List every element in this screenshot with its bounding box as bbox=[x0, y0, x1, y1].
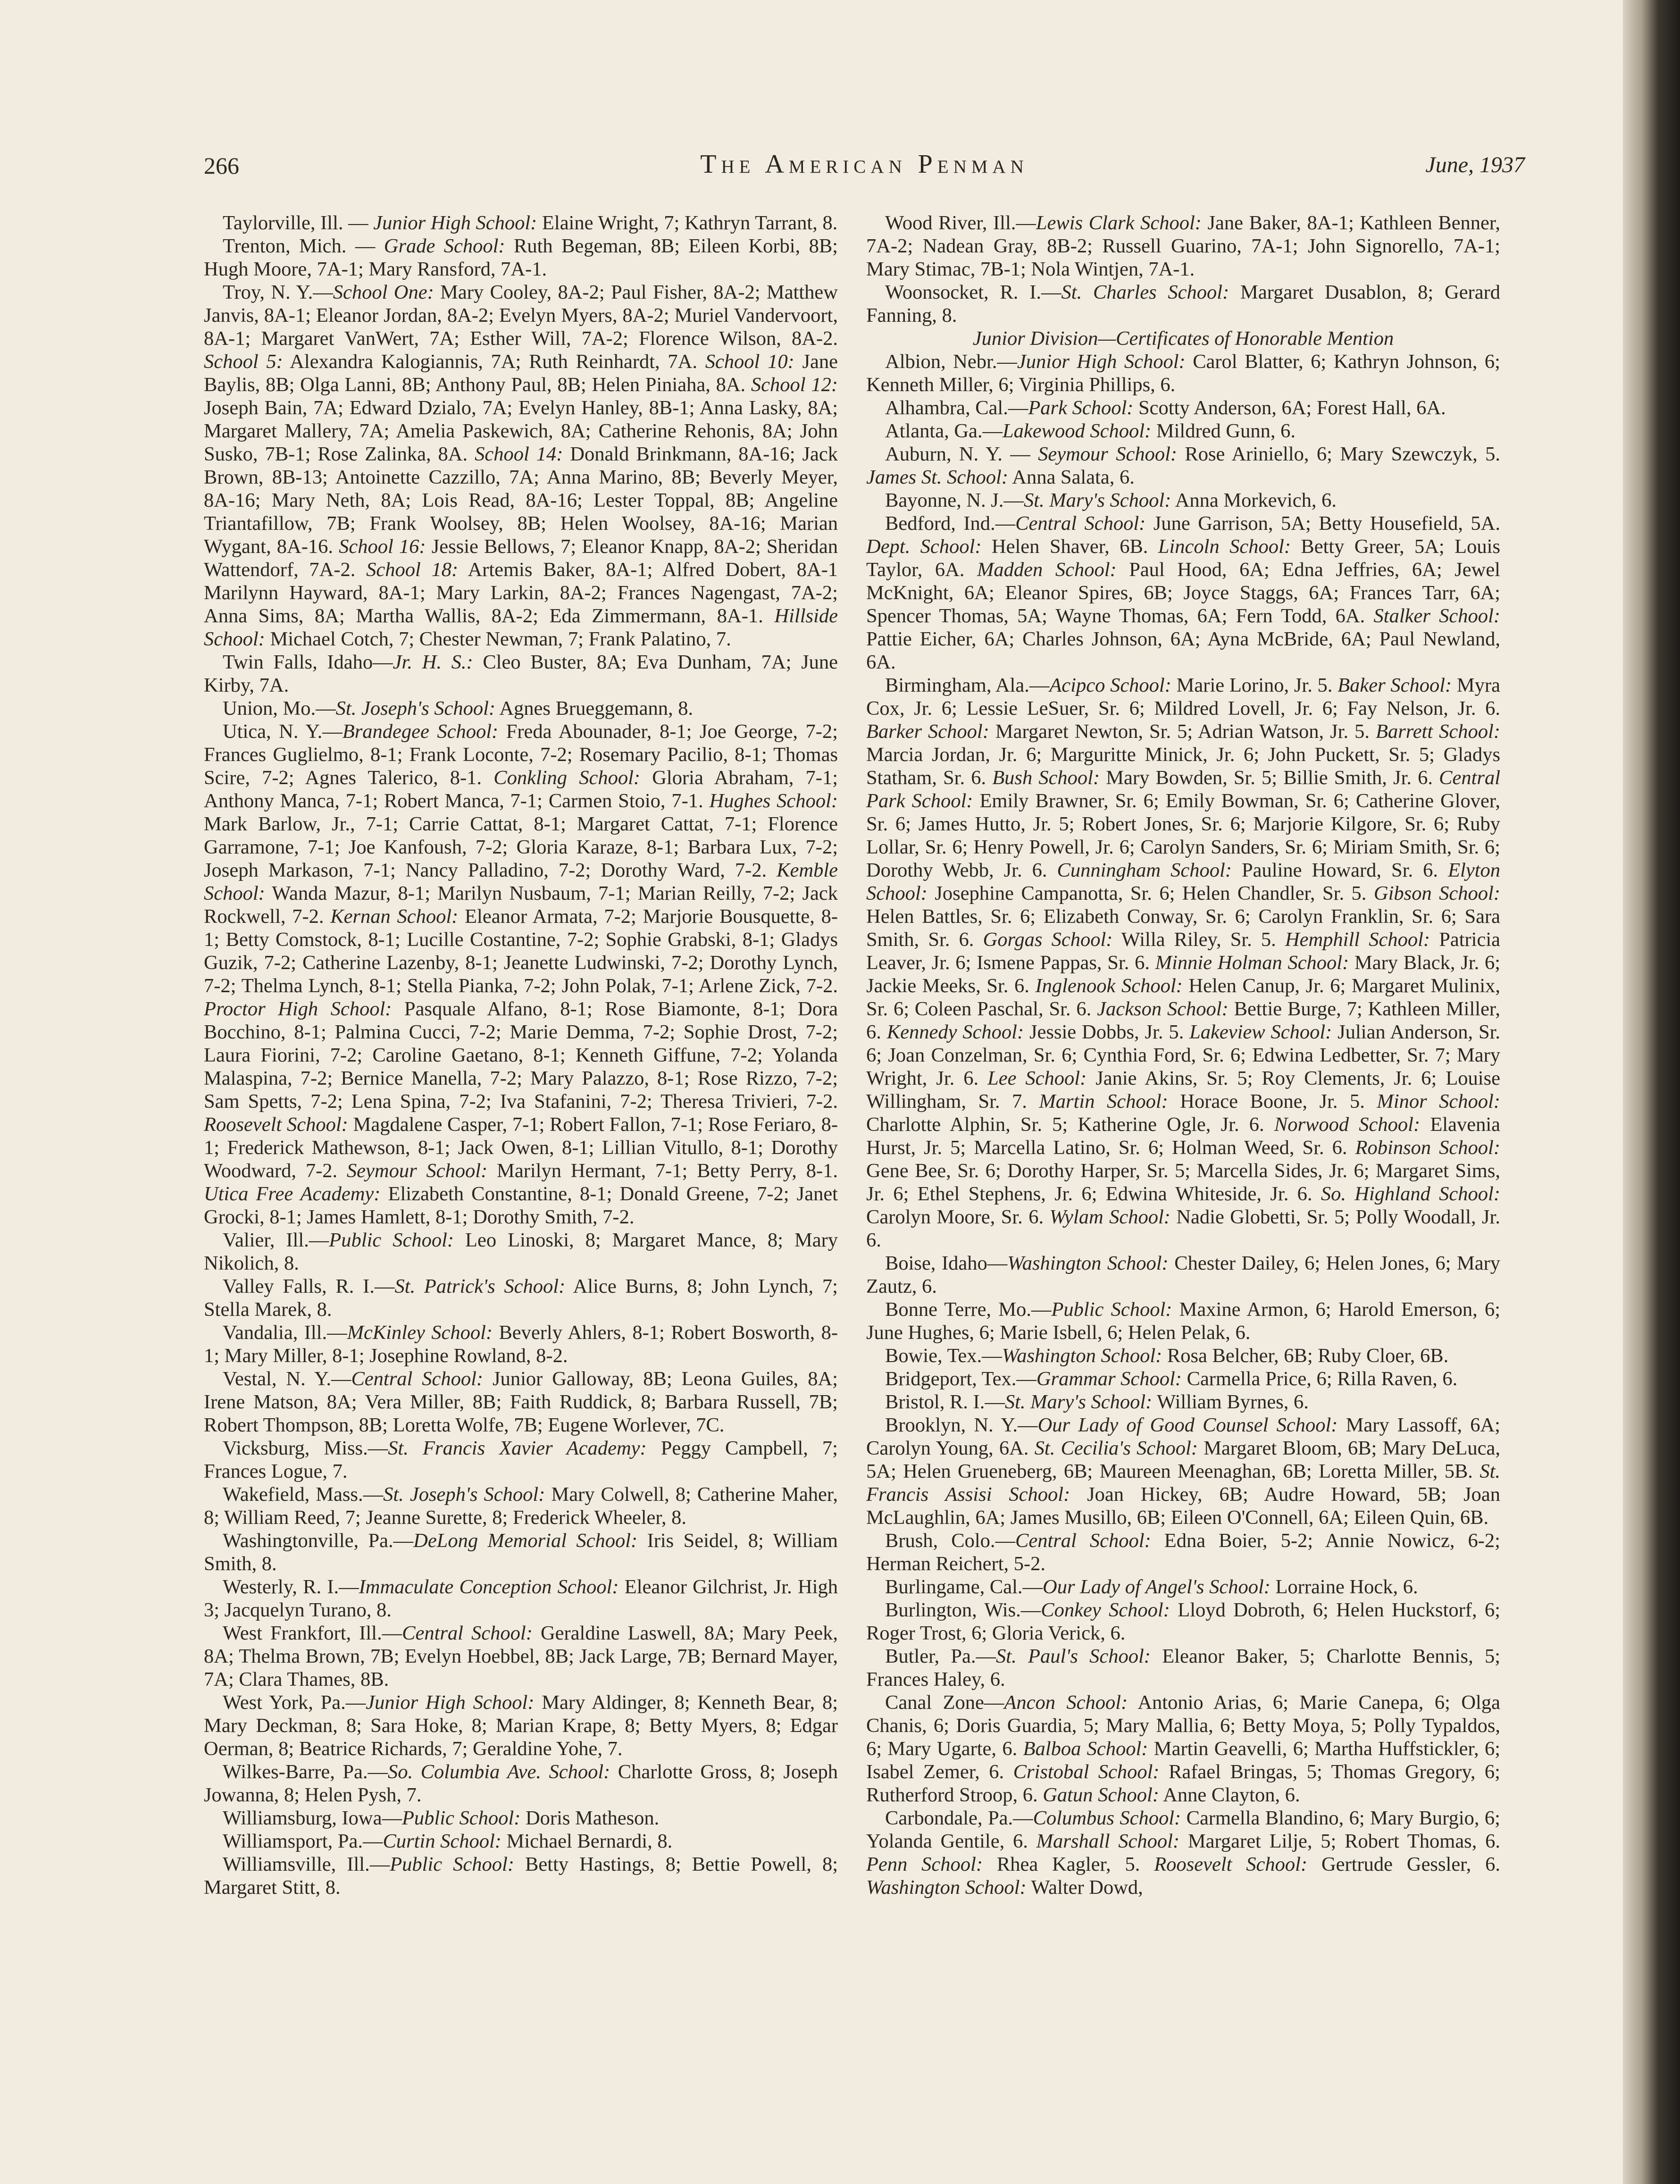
entry-text: Anna Salata, 6. bbox=[1008, 466, 1135, 488]
entry-paragraph bbox=[866, 443, 1500, 489]
school-name: Gibson School: bbox=[1373, 882, 1500, 904]
school-name: McKinley School: bbox=[347, 1322, 493, 1344]
school-name: Washington School: bbox=[1007, 1252, 1169, 1274]
school-name: St. Mary's School: bbox=[1004, 1391, 1153, 1413]
entry-text: Charlotte Alphin, Sr. 5; Katherine Ogle, Jr. 6. bbox=[866, 1113, 1274, 1136]
school-name: St. Patrick's School: bbox=[394, 1275, 566, 1297]
entry-text: Walter Dowd, bbox=[1026, 1876, 1143, 1899]
entry-text: Janie Akins, Sr. 5; Roy Clements, Jr. 6; Louise Willingham, Sr. 7. bbox=[866, 1067, 1500, 1113]
entry-text: Birmingham, Ala.— bbox=[885, 674, 1050, 696]
school-name: Ancon School: bbox=[1004, 1691, 1128, 1714]
entry-text: Margaret Newton, Sr. 5; Adrian Watson, Jr. 5. bbox=[989, 720, 1376, 743]
entry-paragraph bbox=[866, 1252, 1500, 1298]
entry-text: Wilkes-Barre, Pa.— bbox=[223, 1761, 388, 1783]
entry-paragraph bbox=[866, 419, 1500, 443]
entry-paragraph bbox=[866, 1390, 1500, 1414]
entry-paragraph bbox=[866, 1575, 1500, 1598]
entry-paragraph bbox=[866, 350, 1500, 396]
entry-text: Gertrude Gessler, 6. bbox=[1307, 1853, 1500, 1875]
issue-date: June, 1937 bbox=[1425, 152, 1525, 177]
entry-paragraph bbox=[204, 1229, 838, 1275]
school-name: Immaculate Conception School: bbox=[359, 1576, 619, 1598]
entry-text: Bonne Terre, Mo.— bbox=[885, 1298, 1052, 1321]
entry-paragraph bbox=[866, 1298, 1500, 1344]
entry-paragraph bbox=[866, 1344, 1500, 1367]
school-name: Central School: bbox=[402, 1622, 533, 1644]
school-name: Lewis Clark School: bbox=[1036, 212, 1202, 234]
entry-paragraph bbox=[866, 1645, 1500, 1691]
entry-text: Bowie, Tex.— bbox=[885, 1345, 1002, 1367]
entry-text: Burlingame, Cal.— bbox=[885, 1576, 1043, 1598]
school-name: Baker School: bbox=[1337, 674, 1452, 696]
entry-text: Brush, Colo.— bbox=[885, 1530, 1015, 1552]
school-name: Lincoln School: bbox=[1158, 536, 1291, 558]
school-name: Seymour School: bbox=[346, 1160, 488, 1182]
school-name: Park School: bbox=[1028, 397, 1134, 419]
entry-text: Elavenia Hurst, Jr. 5; Marcella Latino, Sr. 6; Holman Weed, Sr. 6. bbox=[866, 1113, 1500, 1159]
entry-text: Wakefield, Mass.— bbox=[223, 1483, 384, 1506]
entry-text: Valier, Ill.— bbox=[223, 1229, 329, 1251]
entry-paragraph bbox=[866, 396, 1500, 419]
entry-text: Washingtonville, Pa.— bbox=[223, 1530, 414, 1552]
entry-text: Eleanor Armata, 7-2; Marjorie Bousquette, 8-1; Betty Comstock, 8-1; Lucille Costantine, 7-2; Sophie Grabski, 8-1; Gladys Guzik, 7-2; Catherine Lazenby, 8-1; Jeanette Ludwinski, 7-2; Dorothy Lynch, 7-2; Thelma Lynch, 8-1; Stella Pianka, 7-2; John Polak, 7-1; Arlene Zick, 7-2. bbox=[204, 905, 838, 997]
entry-text: West York, Pa.— bbox=[223, 1691, 366, 1714]
journal-title: The American Penman bbox=[700, 150, 1028, 179]
school-name: Curtin School: bbox=[383, 1830, 501, 1852]
school-name: Junior High School: bbox=[1017, 351, 1186, 373]
school-name: Cristobal School: bbox=[1013, 1761, 1160, 1783]
school-name: Dept. School: bbox=[866, 536, 982, 558]
entry-text: Iris Seidel, 8; William Smith, 8. bbox=[204, 1530, 838, 1575]
entry-text: Jessie Bellows, 7; Eleanor Knapp, 8A-2; Sheridan Wattendorf, 7A-2. bbox=[204, 536, 838, 581]
entry-text: Josephine Campanotta, Sr. 6; Helen Chandler, Sr. 5. bbox=[927, 882, 1374, 904]
school-name: Hughes School: bbox=[709, 790, 838, 812]
school-name: Gatun School: bbox=[1043, 1784, 1159, 1806]
entry-text: Taylorville, Ill. — bbox=[223, 212, 374, 234]
entry-text: Twin Falls, Idaho— bbox=[223, 651, 393, 673]
entry-text: Eleanor Gilchrist, Jr. High 3; Jacquelyn Turano, 8. bbox=[204, 1576, 838, 1621]
entry-text: Scotty Anderson, 6A; Forest Hall, 6A. bbox=[1133, 397, 1446, 419]
school-name: Minnie Holman School: bbox=[1155, 952, 1349, 974]
school-name: Robinson School: bbox=[1355, 1137, 1500, 1159]
school-name: St. Cecilia's School: bbox=[1034, 1437, 1198, 1459]
school-name: Roosevelt School: bbox=[1154, 1853, 1308, 1875]
school-name: St. Francis Xavier Academy: bbox=[388, 1437, 647, 1459]
entry-text: Lorraine Hock, 6. bbox=[1270, 1576, 1418, 1598]
entry-text: Mary Aldinger, 8; Kenneth Bear, 8; Mary Deckman, 8; Sara Hoke, 8; Marian Krape, 8; Betty Myers, 8; Edgar Oerman, 8; Beatrice Richards, 7; Geraldine Yohe, 7. bbox=[204, 1691, 838, 1760]
entry-text: Margaret Lilje, 5; Robert Thomas, 6. bbox=[1179, 1830, 1500, 1852]
entry-text: Donald Brinkmann, 8A-16; Jack Brown, 8B-13; Antoinette Cazzillo, 7A; Anna Marino, 8B; Beverly Meyer, 8A-16; Mary Neth, 8A; Lois Read, 8A-16; Lester Toppal, 8B; Angeline Triantafillow, 7B; Frank Woolsey, 8B; Helen Woolsey, 8A-16; Marian Wygant, 8A-16. bbox=[204, 443, 838, 558]
entry-text: Pattie Eicher, 6A; Charles Johnson, 6A; Ayna McBride, 6A; Paul Newland, 6A. bbox=[866, 628, 1500, 673]
school-name: So. Highland School: bbox=[1321, 1183, 1501, 1205]
school-name: Grammar School: bbox=[1036, 1368, 1182, 1390]
entry-paragraph bbox=[204, 1437, 838, 1483]
entry-text: Leo Linoski, 8; Margaret Mance, 8; Mary Nikolich, 8. bbox=[204, 1229, 838, 1274]
school-name: Seymour School: bbox=[1038, 443, 1178, 465]
entry-text: Wood River, Ill.— bbox=[885, 212, 1036, 234]
school-name: Grade School: bbox=[384, 235, 505, 257]
entry-paragraph bbox=[866, 489, 1500, 512]
entry-paragraph bbox=[204, 281, 838, 651]
entry-paragraph bbox=[204, 1321, 838, 1367]
entry-text: Doris Matheson. bbox=[520, 1807, 660, 1829]
page-number: 266 bbox=[204, 152, 239, 179]
entry-text: Carmella Blandino, 6; Mary Burgio, 6; Yolanda Gentile, 6. bbox=[866, 1807, 1500, 1852]
school-name: Washington School: bbox=[1002, 1345, 1162, 1367]
entry-text: Martin Geavelli, 6; Martha Huffstickler, 6; Isabel Zemer, 6. bbox=[866, 1738, 1501, 1783]
entry-paragraph bbox=[204, 720, 838, 1229]
school-name: Hillside School: bbox=[204, 605, 838, 650]
entry-text: Carolyn Moore, Sr. 6. bbox=[866, 1206, 1050, 1228]
school-name: St. Mary's School: bbox=[1023, 489, 1171, 511]
entry-text: Alexandra Kalogiannis, 7A; Ruth Reinhardt, 7A. bbox=[283, 351, 705, 373]
school-name: Inglenook School: bbox=[1035, 975, 1183, 997]
entry-text: Troy, N. Y.— bbox=[223, 281, 333, 303]
entry-text: Michael Bernardi, 8. bbox=[501, 1830, 673, 1852]
entry-text: Magdalene Casper, 7-1; Robert Fallon, 7-1; Rose Feriaro, 8-1; Frederick Mathewson, 8-1; Jack Owen, 8-1; Lillian Vitullo, 8-1; Dorothy Woodward, 7-2. bbox=[204, 1113, 838, 1182]
entry-text: Wanda Mazur, 8-1; Marilyn Nusbaum, 7-1; Marian Reilly, 7-2; Jack Rockwell, 7-2. bbox=[204, 882, 838, 928]
entry-text: Lloyd Dobroth, 6; Helen Huckstorf, 6; Roger Trost, 6; Gloria Verick, 6. bbox=[866, 1599, 1500, 1644]
entry-paragraph bbox=[204, 1275, 838, 1321]
entry-text: Carbondale, Pa.— bbox=[885, 1807, 1033, 1829]
right-column bbox=[866, 211, 1500, 1899]
entry-text: Bedford, Ind.— bbox=[885, 512, 1016, 535]
school-name: Conkling School: bbox=[493, 767, 641, 789]
school-name: Junior Division—Certificates of Honorable Mention bbox=[972, 327, 1394, 350]
entry-text: Vicksburg, Miss.— bbox=[223, 1437, 388, 1459]
entry-text: Vandalia, Ill.— bbox=[223, 1322, 347, 1344]
entry-text: Pauline Howard, Sr. 6. bbox=[1231, 859, 1448, 881]
entry-text: Nadie Globetti, Sr. 5; Polly Woodall, Jr. 6. bbox=[866, 1206, 1500, 1251]
school-name: Norwood School: bbox=[1274, 1113, 1421, 1136]
school-name: Barrett School: bbox=[1375, 720, 1501, 743]
school-name: Gorgas School: bbox=[983, 929, 1113, 951]
school-name: School 10: bbox=[705, 351, 794, 373]
entry-text: Anne Clayton, 6. bbox=[1159, 1784, 1300, 1806]
school-name: Our Lady of Angel's School: bbox=[1043, 1576, 1270, 1598]
entry-paragraph bbox=[204, 1807, 838, 1830]
entry-text: Burlington, Wis.— bbox=[885, 1599, 1041, 1621]
entry-text: Maxine Armon, 6; Harold Emerson, 6; June Hughes, 6; Marie Isbell, 6; Helen Pelak, 6. bbox=[866, 1298, 1501, 1344]
entry-text: Mary Black, Jr. 6; Jackie Meeks, Sr. 6. bbox=[866, 952, 1500, 997]
entry-paragraph bbox=[204, 1691, 838, 1760]
school-name: Public School: bbox=[1051, 1298, 1172, 1321]
entry-text: Brooklyn, N. Y.— bbox=[885, 1414, 1038, 1436]
school-name: Wylam School: bbox=[1049, 1206, 1170, 1228]
entry-text: Patricia Leaver, Jr. 6; Ismene Pappas, Sr. 6. bbox=[866, 929, 1500, 974]
entry-text: Mark Barlow, Jr., 7-1; Carrie Cattat, 8-1; Margaret Cattat, 7-1; Florence Garramone, 7-1; Joe Kanfoush, 7-2; Gloria Karaze, 8-1; Barbara Lux, 7-2; Joseph Markason, 7-1; Nancy Palladino, 7-2; Dorothy Ward, 7-2. bbox=[204, 813, 838, 881]
entry-paragraph bbox=[866, 1367, 1500, 1390]
entry-paragraph bbox=[866, 327, 1500, 350]
running-header bbox=[204, 152, 1525, 190]
entry-text: Helen Battles, Sr. 6; Elizabeth Conway, Sr. 6; Carolyn Franklin, Sr. 6; Sara Smith, Sr. 6. bbox=[866, 905, 1500, 951]
entry-text: Julian Anderson, Sr. 6; Joan Conzelman, Sr. 6; Cynthia Ford, Sr. 6; Edwina Ledbetter, Sr. 7; Mary Wright, Jr. 6. bbox=[866, 1021, 1501, 1089]
entry-paragraph bbox=[204, 211, 838, 234]
school-name: Bush School: bbox=[992, 767, 1100, 789]
entry-text: Bridgeport, Tex.— bbox=[885, 1368, 1036, 1390]
school-name: School One: bbox=[333, 281, 434, 303]
school-name: Lakewood School: bbox=[1003, 420, 1152, 442]
entry-text: Elaine Wright, 7; Kathryn Tarrant, 8. bbox=[537, 212, 838, 234]
entry-text: William Byrnes, 6. bbox=[1152, 1391, 1309, 1413]
entry-text: Pasquale Alfano, 8-1; Rose Biamonte, 8-1; Dora Bocchino, 8-1; Palmina Cucci, 7-2; Marie Demma, 7-2; Sophie Drost, 7-2; Laura Fiorini, 7-2; Caroline Gaetano, 8-1; Kenneth Giffune, 7-2; Yolanda Malaspina, 7-2; Bernice Manella, 7-2; Mary Palazzo, 8-1; Rose Rizzo, 7-2; Sam Spetts, 7-2; Lena Spina, 7-2; Iva Stafanini, 7-2; Theresa Trivieri, 7-2. bbox=[204, 998, 838, 1113]
entry-text: West Frankfort, Ill.— bbox=[223, 1622, 402, 1644]
school-name: Brandegee School: bbox=[342, 720, 499, 743]
entry-text: Rhea Kagler, 5. bbox=[983, 1853, 1154, 1875]
entry-paragraph bbox=[866, 1598, 1500, 1645]
school-name: Jr. H. S.: bbox=[393, 651, 473, 673]
entry-text: Bayonne, N. J.— bbox=[885, 489, 1024, 511]
school-name: School 16: bbox=[339, 536, 426, 558]
entry-text: Anna Morkevich, 6. bbox=[1171, 489, 1337, 511]
entry-text: Antonio Arias, 6; Marie Canepa, 6; Olga Chanis, 6; Doris Guardia, 5; Mary Mallia, 6; Betty Moya, 5; Polly Typaldos, 6; Mary Ugarte, 6. bbox=[866, 1691, 1500, 1760]
book-spine-edge bbox=[1623, 0, 1680, 2184]
school-name: Kernan School: bbox=[330, 905, 459, 928]
school-name: James St. School: bbox=[866, 466, 1008, 488]
entry-text: Alhambra, Cal.— bbox=[885, 397, 1028, 419]
school-name: Lakeview School: bbox=[1189, 1021, 1332, 1043]
entry-paragraph bbox=[204, 1575, 838, 1622]
school-name: So. Columbia Ave. School: bbox=[387, 1761, 610, 1783]
school-name: DeLong Memorial School: bbox=[413, 1530, 638, 1552]
entry-text: Union, Mo.— bbox=[223, 697, 336, 720]
entry-paragraph bbox=[866, 1807, 1500, 1899]
school-name: Elyton School: bbox=[866, 859, 1501, 904]
entry-text: June Garrison, 5A; Betty Housefield, 5A. bbox=[1145, 512, 1500, 535]
entry-paragraph bbox=[204, 1853, 838, 1899]
entry-text: Rafael Bringas, 5; Thomas Gregory, 6; Rutherford Stroop, 6. bbox=[866, 1761, 1500, 1806]
school-name: School 14: bbox=[475, 443, 563, 465]
entry-text: Williamsburg, Iowa— bbox=[223, 1807, 402, 1829]
entry-paragraph bbox=[204, 234, 838, 281]
school-name: Utica Free Academy: bbox=[204, 1183, 381, 1205]
entry-paragraph bbox=[204, 697, 838, 720]
school-name: Marshall School: bbox=[1036, 1830, 1180, 1852]
entry-text: Carmella Price, 6; Rilla Raven, 6. bbox=[1181, 1368, 1458, 1390]
school-name: St. Paul's School: bbox=[996, 1645, 1151, 1667]
entry-paragraph bbox=[866, 674, 1500, 1252]
entry-paragraph bbox=[866, 1691, 1500, 1807]
entry-text: Betty Greer, 5A; Louis Taylor, 6A. bbox=[866, 536, 1500, 581]
entry-paragraph bbox=[204, 1622, 838, 1691]
school-name: Cunningham School: bbox=[1057, 859, 1232, 881]
school-name: Washington School: bbox=[866, 1876, 1027, 1899]
school-name: Jackson School: bbox=[1097, 998, 1229, 1020]
entry-text: Emily Brawner, Sr. 6; Emily Bowman, Sr. 6; Catherine Glover, Sr. 6; James Hutto, Jr. 5; Robert Jones, Sr. 6; Marjorie Kilgore, Sr. 6; Ruby Lollar, Sr. 6; Henry Powell, Jr. 6; Carolyn Sanders, Sr. 6; Miriam Smith, Sr. 6; Dorothy Webb, Jr. 6. bbox=[866, 790, 1500, 881]
entry-text: Helen Canup, Jr. 6; Margaret Mulinix, Sr. 6; Coleen Paschal, Sr. 6. bbox=[866, 975, 1500, 1020]
school-name: Roosevelt School: bbox=[204, 1113, 348, 1136]
school-name: Barker School: bbox=[866, 720, 989, 743]
entry-text: Mary Colwell, 8; Catherine Maher, 8; William Reed, 7; Jeanne Surette, 8; Frederick Wheeler, 8. bbox=[204, 1483, 838, 1529]
school-name: Conkey School: bbox=[1041, 1599, 1170, 1621]
entry-paragraph bbox=[204, 1760, 838, 1807]
school-name: Martin School: bbox=[1039, 1090, 1168, 1113]
entry-text: Auburn, N. Y. — bbox=[885, 443, 1038, 465]
entry-text: Mary Cooley, 8A-2; Paul Fisher, 8A-2; Matthew Janvis, 8A-1; Eleanor Jordan, 8A-2; Evelyn Myers, 8A-2; Muriel Vandervoort, 8A-1; Margaret VanWert, 7A; Esther Will, 7A-2; Florence Wilson, 8A-2. bbox=[204, 281, 838, 350]
school-name: Proctor High School: bbox=[204, 998, 392, 1020]
school-name: Lee School: bbox=[987, 1067, 1087, 1089]
entry-text: Joan Hickey, 6B; Audre Howard, 5B; Joan McLaughlin, 6A; James Musillo, 6B; Eileen O'Connell, 6A; Eileen Quin, 6B. bbox=[866, 1483, 1500, 1529]
entry-text: Vestal, N. Y.— bbox=[223, 1368, 351, 1390]
entry-text: Myra Cox, Jr. 6; Lessie LeSuer, Sr. 6; Mildred Lovell, Jr. 6; Fay Nelson, Jr. 6. bbox=[866, 674, 1500, 720]
school-name: Central School: bbox=[1015, 512, 1146, 535]
entry-paragraph bbox=[866, 512, 1500, 674]
entry-text: Beverly Ahlers, 8-1; Robert Bosworth, 8-1; Mary Miller, 8-1; Josephine Rowland, 8-2. bbox=[204, 1322, 838, 1367]
entry-text: Gene Bee, Sr. 6; Dorothy Harper, Sr. 5; Marcella Sides, Jr. 6; Margaret Sims, Jr. 6; Ethel Stephens, Jr. 6; Edwina Whiteside, Jr. 6. bbox=[866, 1160, 1500, 1205]
entry-text: Mary Bowden, Sr. 5; Billie Smith, Jr. 6. bbox=[1100, 767, 1439, 789]
entry-text: Carol Blatter, 6; Kathryn Johnson, 6; Kenneth Miller, 6; Virginia Phillips, 6. bbox=[866, 351, 1500, 396]
school-name: Public School: bbox=[390, 1853, 515, 1875]
school-name: Junior High School: bbox=[366, 1691, 535, 1714]
entry-paragraph bbox=[204, 1483, 838, 1529]
entry-text: Atlanta, Ga.— bbox=[885, 420, 1003, 442]
entry-text: Junior Galloway, 8B; Leona Guiles, 8A; Irene Matson, 8A; Vera Miller, 8B; Faith Ruddick, 8; Barbara Russell, 7B; Robert Thompson, 8B; Loretta Wolfe, 7B; Eugene Worlever, 7C. bbox=[204, 1368, 838, 1436]
school-name: St. Joseph's School: bbox=[335, 697, 496, 720]
entry-text: Gloria Abraham, 7-1; Anthony Manca, 7-1; Robert Manca, 7-1; Carmen Stoio, 7-1. bbox=[204, 767, 838, 812]
entry-text: Geraldine Laswell, 8A; Mary Peek, 8A; Thelma Brown, 7B; Evelyn Hoebbel, 8B; Jack Large, 7B; Bernard Mayer, 7A; Clara Thames, 8B. bbox=[204, 1622, 838, 1690]
entry-text: Michael Cotch, 7; Chester Newman, 7; Frank Palatino, 7. bbox=[265, 628, 731, 650]
school-name: Kennedy School: bbox=[886, 1021, 1024, 1043]
school-name: School 18: bbox=[366, 559, 459, 581]
entry-text: Margaret Dusablon, 8; Gerard Fanning, 8. bbox=[866, 281, 1500, 326]
school-name: Kemble School: bbox=[204, 859, 838, 904]
entry-text: Valley Falls, R. I.— bbox=[223, 1275, 395, 1297]
entry-text: Jessie Dobbs, Jr. 5. bbox=[1024, 1021, 1190, 1043]
entry-paragraph bbox=[866, 281, 1500, 327]
school-name: St. Francis Assisi School: bbox=[866, 1460, 1500, 1506]
entry-text: Helen Shaver, 6B. bbox=[981, 536, 1158, 558]
entry-text: Bristol, R. I.— bbox=[885, 1391, 1005, 1413]
entry-text: Agnes Brueggemann, 8. bbox=[495, 697, 694, 720]
entry-text: Mildred Gunn, 6. bbox=[1151, 420, 1296, 442]
entry-paragraph bbox=[866, 1414, 1500, 1529]
entry-text: Eleanor Baker, 5; Charlotte Bennis, 5; Frances Haley, 6. bbox=[866, 1645, 1501, 1690]
entry-text: Freda Abounader, 8-1; Joe George, 7-2; Frances Guglielmo, 8-1; Frank Loconte, 7-2; Rosemary Pacilio, 8-1; Thomas Scire, 7-2; Agnes Talerico, 8-1. bbox=[204, 720, 838, 789]
entry-text: Betty Hastings, 8; Bettie Powell, 8; Margaret Stitt, 8. bbox=[204, 1853, 838, 1899]
entry-text: Williamsville, Ill.— bbox=[223, 1853, 390, 1875]
entry-text: Butler, Pa.— bbox=[885, 1645, 996, 1667]
entry-text: Ruth Begeman, 8B; Eileen Korbi, 8B; Hugh Moore, 7A-1; Mary Ransford, 7A-1. bbox=[204, 235, 838, 280]
school-name: Columbus School: bbox=[1033, 1807, 1181, 1829]
entry-text: Rose Ariniello, 6; Mary Szewczyk, 5. bbox=[1177, 443, 1500, 465]
entry-text: Utica, N. Y.— bbox=[223, 720, 343, 743]
entry-text: Williamsport, Pa.— bbox=[223, 1830, 383, 1852]
school-name: Balboa School: bbox=[1023, 1738, 1148, 1760]
entry-text: Jane Baker, 8A-1; Kathleen Benner, 7A-2; Nadean Gray, 8B-2; Russell Guarino, 7A-1; John Signorello, 7A-1; Mary Stimac, 7B-1; Nola Wintjen, 7A-1. bbox=[866, 212, 1500, 280]
entry-text: Jane Baylis, 8B; Olga Lanni, 8B; Anthony Paul, 8B; Helen Piniaha, 8A. bbox=[204, 351, 838, 396]
school-name: Central Park School: bbox=[866, 767, 1501, 812]
school-name: School 12: bbox=[751, 374, 838, 396]
entry-text: Horace Boone, Jr. 5. bbox=[1168, 1090, 1377, 1113]
school-name: Stalker School: bbox=[1373, 605, 1500, 627]
entry-text: Marie Lorino, Jr. 5. bbox=[1171, 674, 1338, 696]
school-name: Junior High School: bbox=[373, 212, 537, 234]
entry-text: Chester Dailey, 6; Helen Jones, 6; Mary Zautz, 6. bbox=[866, 1252, 1500, 1297]
entry-text: Alice Burns, 8; John Lynch, 7; Stella Marek, 8. bbox=[204, 1275, 838, 1321]
entry-text: Mary Lassoff, 6A; Carolyn Young, 6A. bbox=[866, 1414, 1500, 1459]
entry-text: Cleo Buster, 8A; Eva Dunham, 7A; June Kirby, 7A. bbox=[204, 651, 838, 696]
entry-text: Willa Riley, Sr. 5. bbox=[1112, 929, 1285, 951]
entry-text: Trenton, Mich. — bbox=[223, 235, 384, 257]
entry-text: Bettie Burge, 7; Kathleen Miller, 6. bbox=[866, 998, 1501, 1043]
entry-text: Woonsocket, R. I.— bbox=[885, 281, 1061, 303]
entry-paragraph bbox=[204, 1830, 838, 1853]
school-name: School 5: bbox=[204, 351, 283, 373]
entry-text: Boise, Idaho— bbox=[885, 1252, 1008, 1274]
school-name: St. Charles School: bbox=[1061, 281, 1229, 303]
left-column bbox=[204, 211, 838, 1899]
school-name: Penn School: bbox=[866, 1853, 983, 1875]
entry-text: Paul Hood, 6A; Edna Jeffries, 6A; Jewel McKnight, 6A; Eleanor Spires, 6B; Joyce Staggs, 6A; Frances Tarr, 6A; Spencer Thomas, 5A; Wayne Thomas, 6A; Fern Todd, 6A. bbox=[866, 559, 1500, 627]
entry-text: Elizabeth Constantine, 8-1; Donald Greene, 7-2; Janet Grocki, 8-1; James Hamlett, 8-1; Dorothy Smith, 7-2. bbox=[204, 1183, 838, 1228]
entry-text: Westerly, R. I.— bbox=[223, 1576, 359, 1598]
school-name: Central School: bbox=[351, 1368, 484, 1390]
school-name: Public School: bbox=[401, 1807, 521, 1829]
entry-paragraph bbox=[204, 1529, 838, 1575]
entry-text: Marilyn Hermant, 7-1; Betty Perry, 8-1. bbox=[487, 1160, 838, 1182]
entry-text: Rosa Belcher, 6B; Ruby Cloer, 6B. bbox=[1162, 1345, 1449, 1367]
school-name: Hemphill School: bbox=[1285, 929, 1430, 951]
school-name: Minor School: bbox=[1377, 1090, 1500, 1113]
entry-text: Artemis Baker, 8A-1; Alfred Dobert, 8A-1 Marilynn Hayward, 8A-1; Mary Larkin, 8A-2; Frances Nagengast, 7A-2; Anna Sims, 8A; Martha Wallis, 8A-2; Eda Zimmermann, 8A-1. bbox=[204, 559, 838, 627]
entry-text: Canal Zone— bbox=[885, 1691, 1004, 1714]
entry-text: Margaret Bloom, 6B; Mary DeLuca, 5A; Helen Grueneberg, 6B; Maureen Meenaghan, 6B; Loretta Miller, 5B. bbox=[866, 1437, 1500, 1482]
entry-text: Marcia Jordan, Jr. 6; Marguritte Minick, Jr. 6; John Puckett, Sr. 5; Gladys Statham, Sr. 6. bbox=[866, 744, 1500, 789]
entry-text: Peggy Campbell, 7; Frances Logue, 7. bbox=[204, 1437, 838, 1482]
entry-text: Albion, Nebr.— bbox=[885, 351, 1017, 373]
school-name: Central School: bbox=[1015, 1530, 1151, 1552]
entry-paragraph bbox=[866, 1529, 1500, 1575]
entry-paragraph bbox=[204, 1367, 838, 1437]
school-name: Public School: bbox=[329, 1229, 454, 1251]
entry-text: Edna Boier, 5-2; Annie Nowicz, 6-2; Herman Reichert, 5-2. bbox=[866, 1530, 1500, 1575]
school-name: Acipco School: bbox=[1049, 674, 1171, 696]
school-name: Madden School: bbox=[977, 559, 1117, 581]
school-name: Our Lady of Good Counsel School: bbox=[1037, 1414, 1338, 1436]
entry-text: Charlotte Gross, 8; Joseph Jowanna, 8; Helen Pysh, 7. bbox=[204, 1761, 838, 1806]
entry-text: Joseph Bain, 7A; Edward Dzialo, 7A; Evelyn Hanley, 8B-1; Anna Lasky, 8A; Margaret Mallery, 7A; Amelia Paskewich, 8A; Catherine Rehonis, 8A; John Susko, 7B-1; Rose Zalinka, 8A. bbox=[204, 397, 838, 465]
entry-paragraph bbox=[204, 651, 838, 697]
school-name: St. Joseph's School: bbox=[383, 1483, 545, 1506]
entry-paragraph bbox=[866, 211, 1500, 281]
